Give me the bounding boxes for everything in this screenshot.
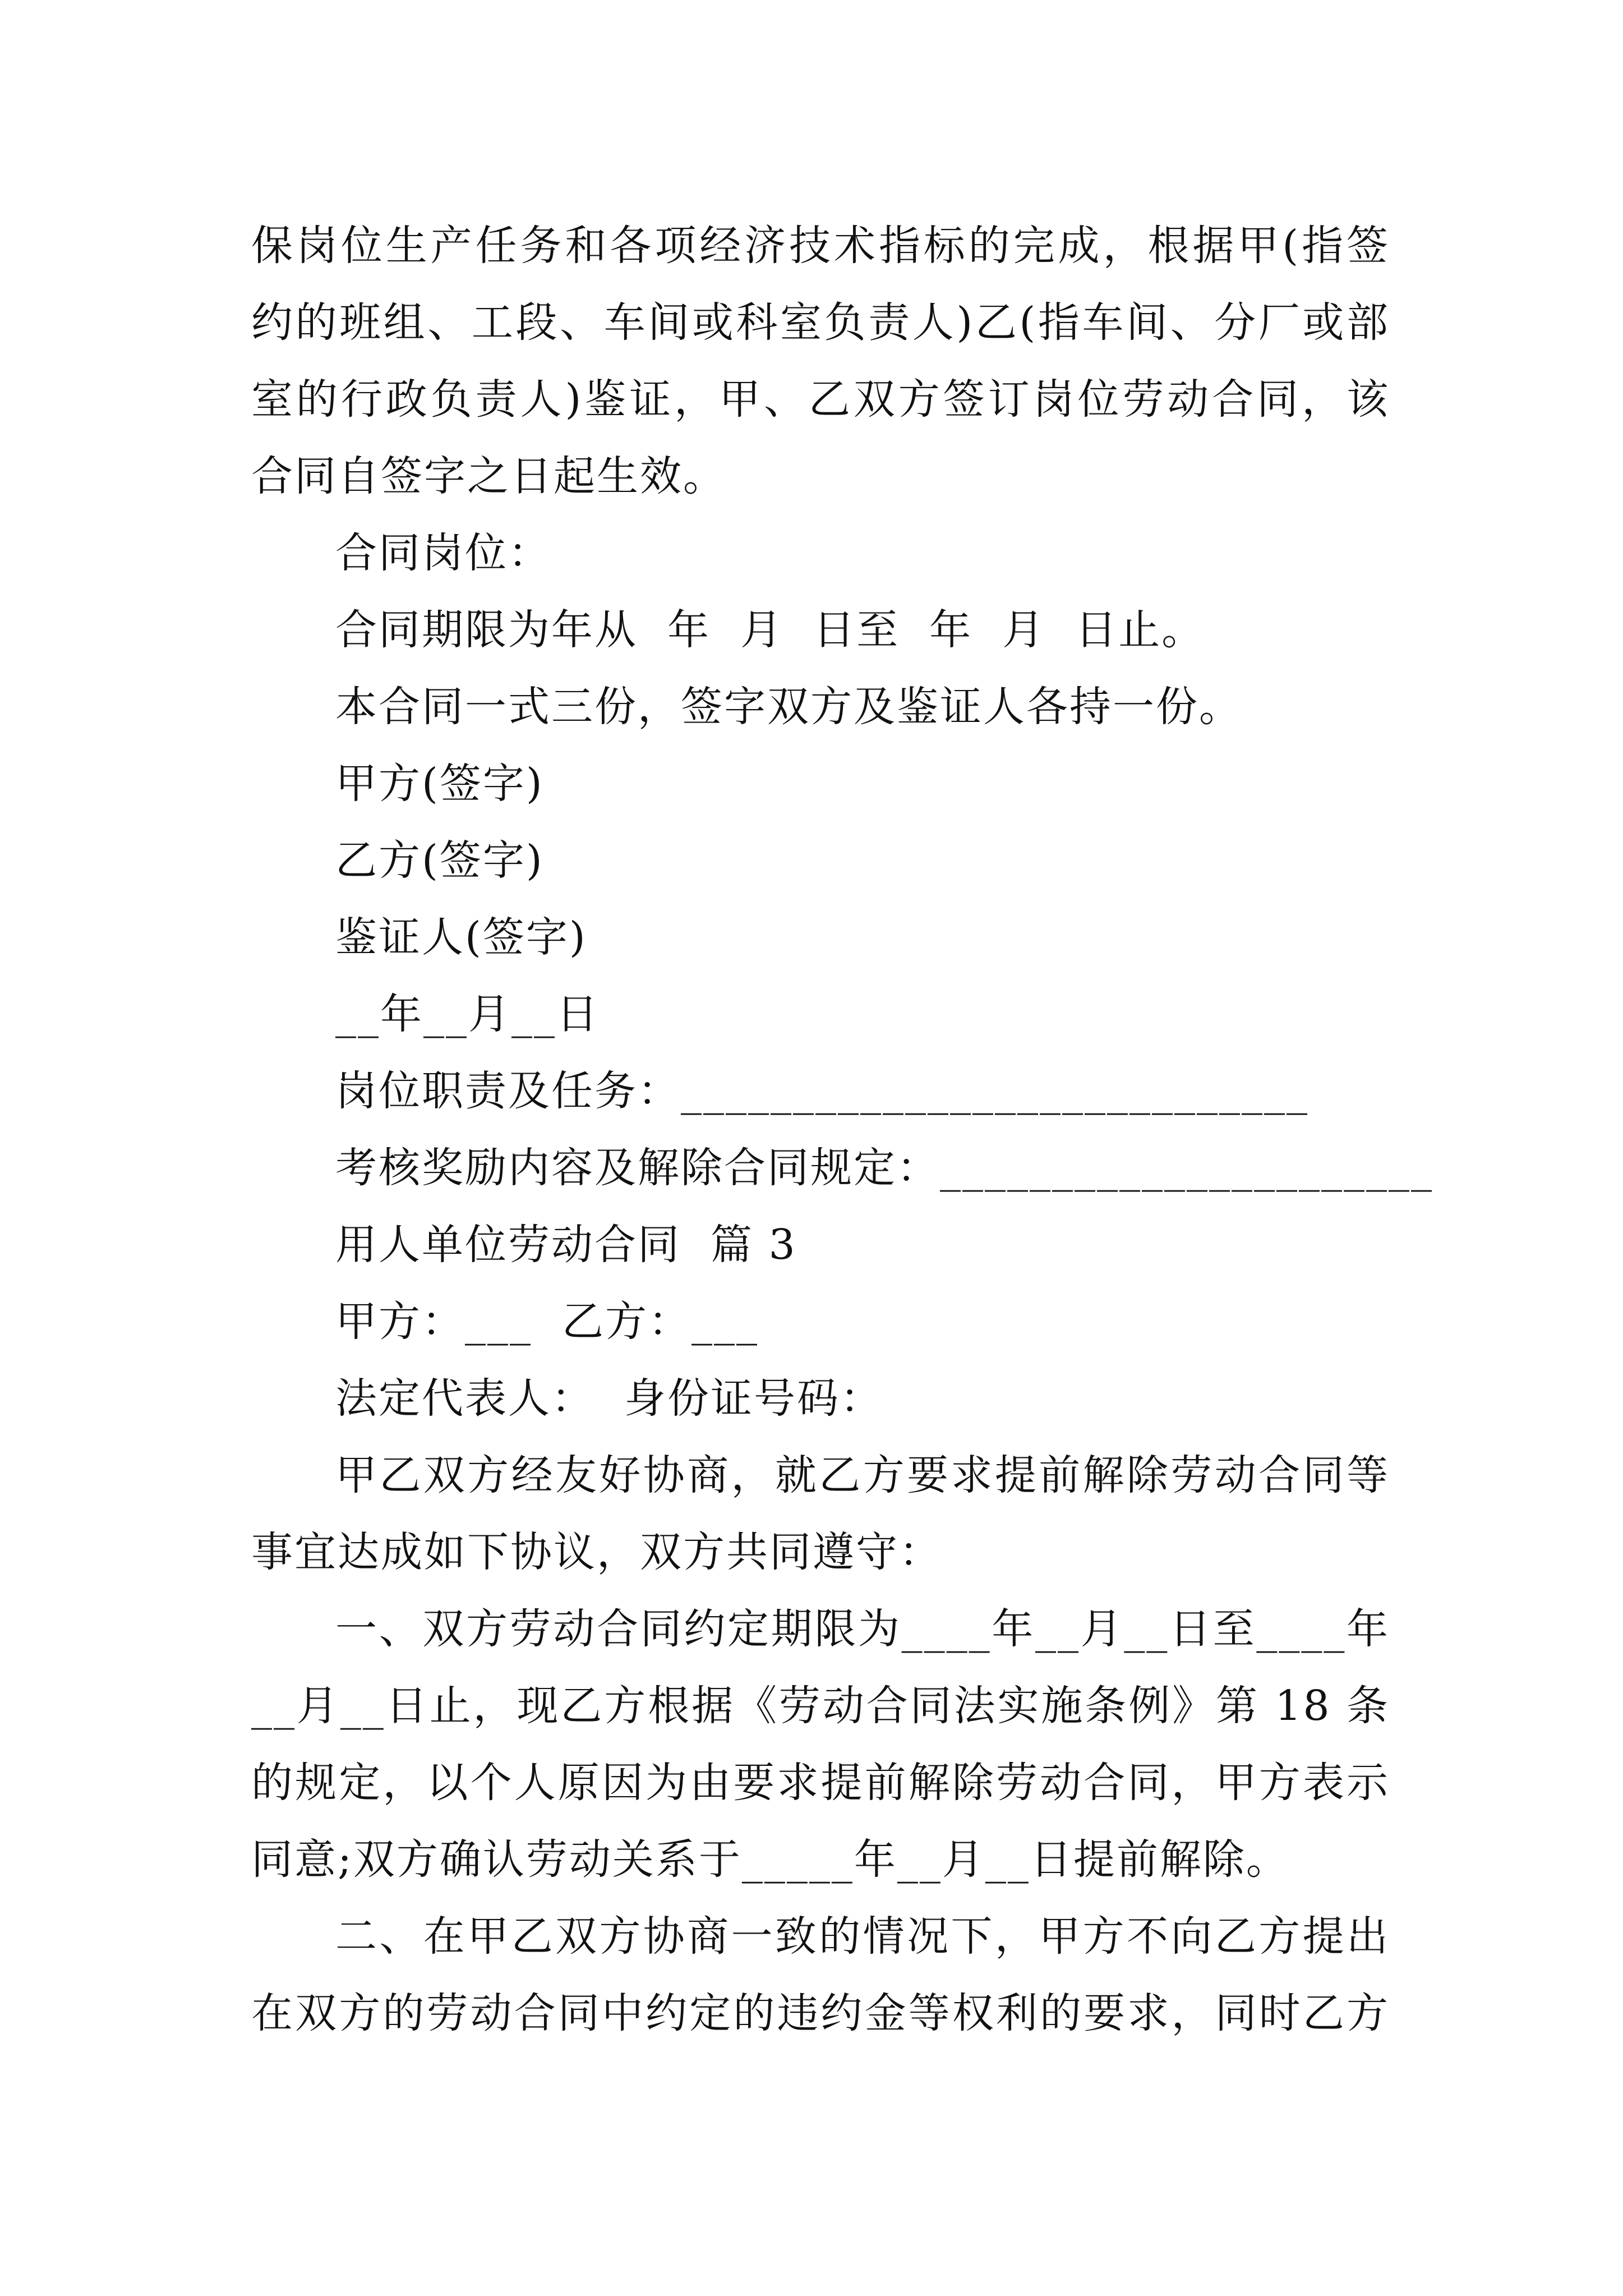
- date-line: __年__月__日: [335, 990, 600, 1038]
- clause-one-line: __月__日止，现乙方根据《劳动合同法实施条例》第 18 条: [251, 1682, 1390, 1730]
- contract-post-line: 合同岗位：: [335, 529, 551, 577]
- document-body: [251, 208, 1433, 2052]
- paragraph-line: 甲乙双方经友好协商，就乙方要求提前解除劳动合同等: [335, 1451, 1390, 1499]
- clause-one-line: 同意;双方确认劳动关系于_____年__月__日提前解除。: [251, 1835, 1289, 1884]
- clause-two-line: 在双方的劳动合同中约定的违约金等权利的要求，同时乙方: [251, 1989, 1390, 2037]
- clause-two-line: 二、在甲乙双方协商一致的情况下，甲方不向乙方提出: [335, 1912, 1390, 1961]
- party-a-signature-line: 甲方(签字): [335, 760, 544, 808]
- duties-line: 岗位职责及任务：____________________________: [335, 1067, 1309, 1115]
- clause-one-line: 一、双方劳动合同约定期限为____年__月__日至____年: [335, 1605, 1390, 1653]
- parties-line: 甲方：___ 乙方：___: [335, 1297, 759, 1346]
- paragraph-line: 室的行政负责人)鉴证，甲、乙双方签订岗位劳动合同，该: [251, 375, 1390, 424]
- assessment-line: 考核奖励内容及解除合同规定：______________________: [335, 1144, 1433, 1192]
- copies-line: 本合同一式三份，签字双方及鉴证人各持一份。: [335, 683, 1242, 731]
- representative-line: 法定代表人： 身份证号码：: [335, 1374, 884, 1423]
- section-heading: 用人单位劳动合同 篇 3: [335, 1221, 797, 1269]
- witness-signature-line: 鉴证人(签字): [335, 913, 587, 961]
- paragraph-line: 约的班组、工段、车间或科室负责人)乙(指车间、分厂或部: [251, 298, 1390, 347]
- party-b-signature-line: 乙方(签字): [335, 836, 544, 885]
- paragraph-line: 合同自签字之日起生效。: [251, 452, 726, 500]
- clause-one-line: 的规定，以个人原因为由要求提前解除劳动合同，甲方表示: [251, 1759, 1390, 1807]
- paragraph-line: 保岗位生产任务和各项经济技术指标的完成，根据甲(指签: [251, 222, 1390, 270]
- contract-term-line: 合同期限为年从 年 月 日至 年 月 日止。: [335, 606, 1205, 654]
- paragraph-line: 事宜达成如下协议，双方共同遵守：: [251, 1528, 942, 1576]
